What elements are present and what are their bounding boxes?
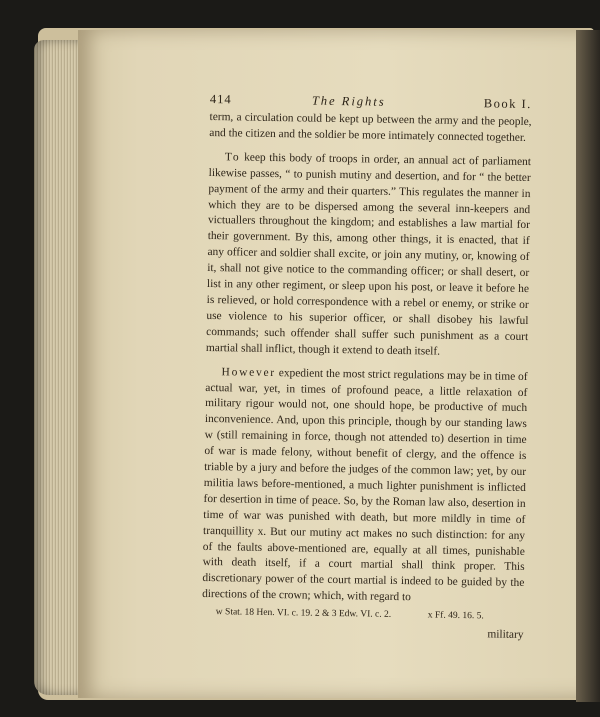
paragraph-body: expedient the most strict regulations may be in time of actual war, yet, in times of profound peace, a little relaxation of military rigour would not, one should hope, be productive of much inconvenience. And, upon this principle, though by our standing laws w (still remaining in force, though not attended to) desertion in time of war is made felony, without benefit of clergy, and the offence is triable by a jury and before the judges of the common law; yet, by our militia laws before-mentioned, a much lighter punishment is inflicted for desertion in time of peace. So, by the Roman law also, desertion in time of war was punished with death, but more mildly in time of tranquillity x. But our mutiny act makes no such distinction: for any of the faults above-mentioned are, equally at all times, punishable with death itself, if a court martial shall think proper. This discretionary power of the court martial is indeed to be guided by the directions of the crown; which, with regard to bbox=[202, 366, 528, 604]
page-text-block bbox=[201, 92, 532, 644]
paragraph-mutiny-act bbox=[206, 150, 531, 362]
paragraph-first-word: However bbox=[221, 365, 277, 379]
paragraph-first-word: To bbox=[224, 151, 241, 164]
paragraph-desertion bbox=[202, 365, 528, 609]
footnote-w: w Stat. 18 Hen. VI. c. 19. 2 & 3 Edw. VI. c. 2. bbox=[215, 607, 392, 621]
book-gutter bbox=[576, 30, 600, 702]
paragraph-continued: term, a circulation could be kept up between the army and the people, and the citizen and the soldier be more intimately connected together. bbox=[209, 110, 532, 144]
catchword: military bbox=[487, 628, 524, 642]
footnote-x: x Ff. 49. 16. 5. bbox=[427, 610, 484, 622]
page-number: 414 bbox=[209, 92, 232, 107]
running-title: The Rights bbox=[311, 93, 386, 109]
paragraph-body: keep this body of troops in order, an annual act of parliament likewise passes, “ to punish mutiny and desertion, and for “ the better payment of the army and their quarters.” This regulates the manner in which they are to be dispersed among the several inn-keepers and victuallers throughout the kingdom; and establishes a law martial for their government. By this, among other things, it is enacted, that if any officer and soldier shall excite, or join any mutiny, or, knowing of it, shall not give notice to the commanding officer; or shall desert, or list in any other regiment, or sleep upon his post, or leave it before he is relieved, or hold correspondence with a rebel or enemy, or strike or use violence to his superior officer, or shall disobey his lawful commands; such offender shall suffer such punishment as a court martial shall inflict, though it extend to death itself. bbox=[205, 151, 532, 358]
page-edges bbox=[34, 40, 80, 695]
book-label: Book I. bbox=[483, 96, 532, 112]
